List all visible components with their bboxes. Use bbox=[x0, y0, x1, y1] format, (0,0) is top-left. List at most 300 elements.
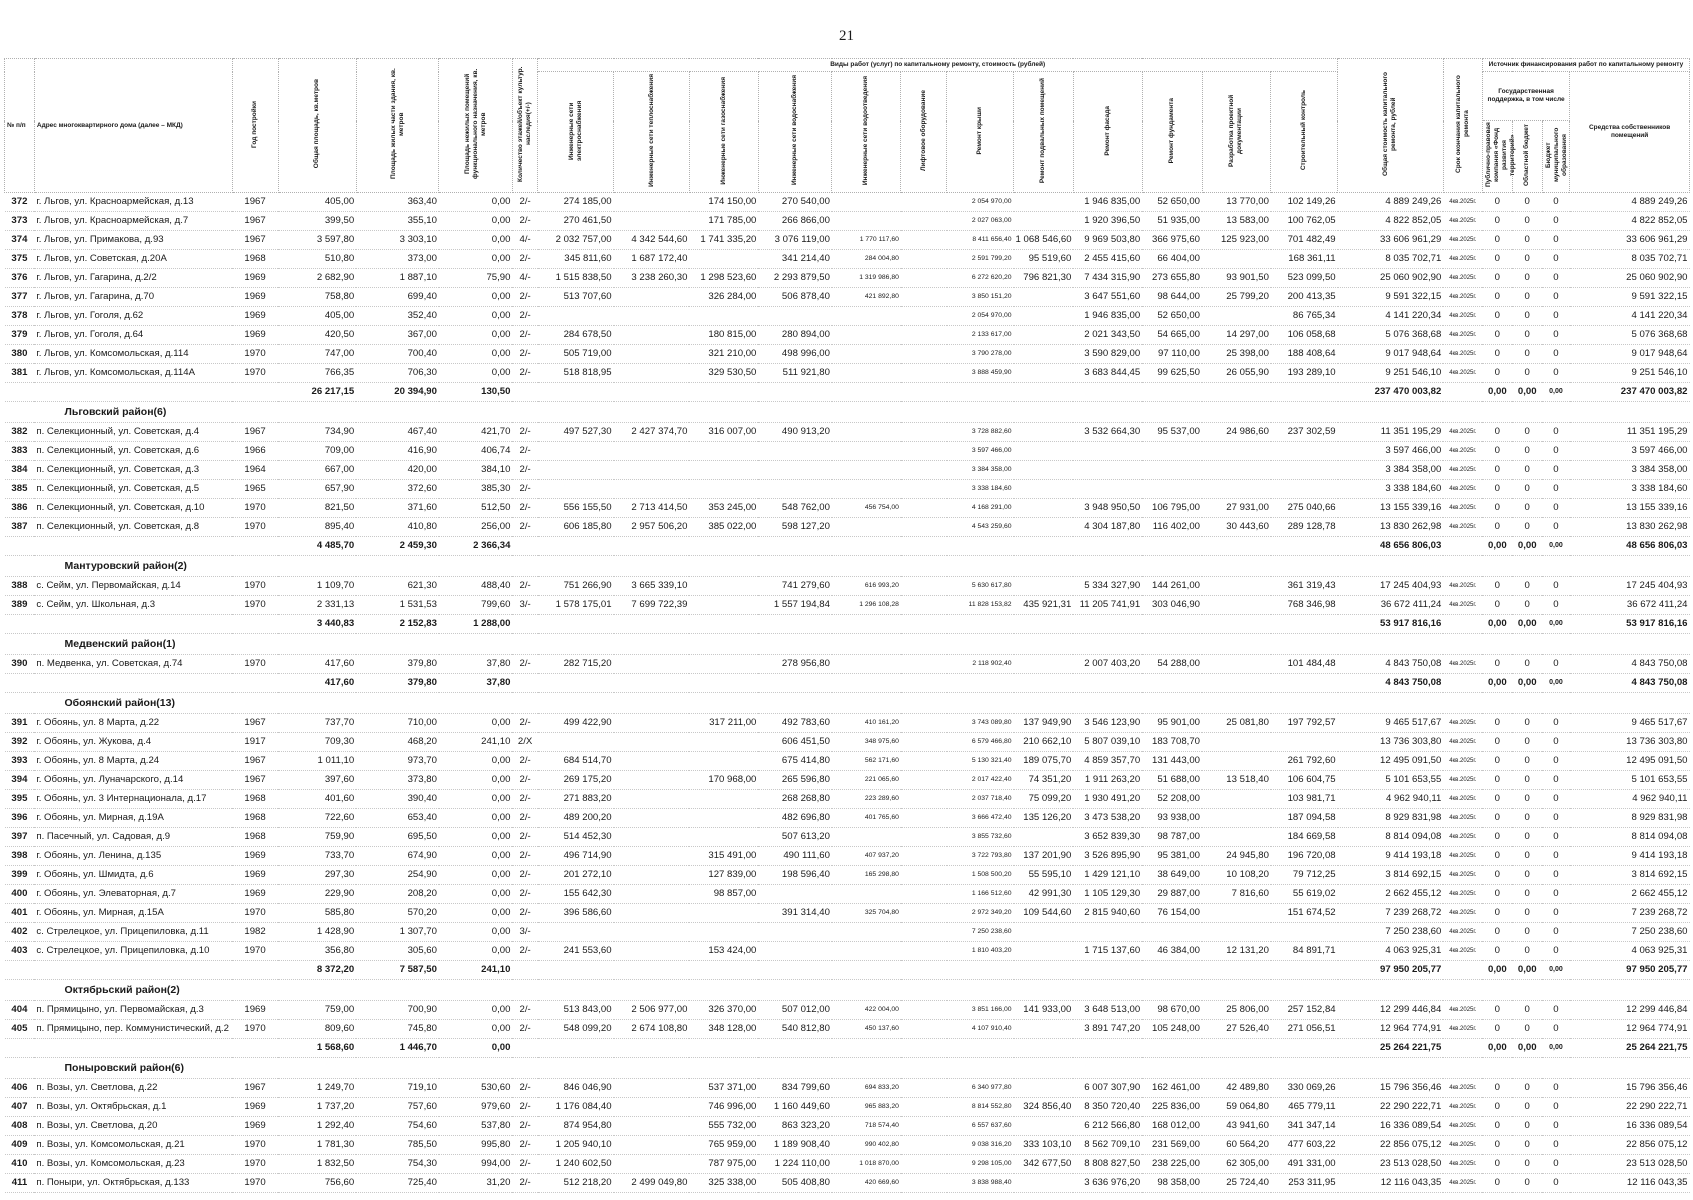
row-foundation-cost: 38 649,00 bbox=[1142, 866, 1202, 885]
row-lift-cost bbox=[901, 577, 947, 596]
row-municipal: 0 bbox=[1542, 480, 1570, 499]
row-fund: 0 bbox=[1482, 1136, 1512, 1155]
row-foundation-cost: 51 688,00 bbox=[1142, 771, 1202, 790]
row-deadline: 4кв.2025г. bbox=[1443, 885, 1482, 904]
row-sewer-cost: 562 171,60 bbox=[832, 752, 901, 771]
row-municipal: 0 bbox=[1542, 596, 1570, 615]
row-total-cost: 36 672 411,24 bbox=[1338, 596, 1444, 615]
row-heat-cost bbox=[614, 790, 690, 809]
row-address: г. Обоянь, ул. 3 Интернационала, д.17 bbox=[34, 790, 232, 809]
row-control-cost: 361 319,43 bbox=[1271, 577, 1338, 596]
row-nonres-area: 385,30 bbox=[439, 480, 513, 499]
subtotal-regional: 0,00 bbox=[1512, 537, 1542, 556]
row-lift-cost bbox=[901, 1174, 947, 1193]
row-floors: 2/- bbox=[512, 942, 537, 961]
row-design-cost bbox=[1202, 480, 1271, 499]
row-nonres-area: 512,50 bbox=[439, 499, 513, 518]
row-heat-cost bbox=[614, 809, 690, 828]
row-foundation-cost: 66 404,00 bbox=[1142, 250, 1202, 269]
empty-cell bbox=[5, 615, 35, 634]
row-year: 1969 bbox=[232, 326, 278, 345]
row-fund: 0 bbox=[1482, 790, 1512, 809]
subtotal-fund: 0,00 bbox=[1482, 537, 1512, 556]
row-water-cost bbox=[758, 461, 832, 480]
table-row bbox=[5, 1155, 1690, 1174]
subtotal-living-area: 20 394,90 bbox=[356, 383, 439, 402]
row-nonres-area: 995,80 bbox=[439, 1136, 513, 1155]
row-water-cost: 492 783,60 bbox=[758, 714, 832, 733]
row-basement-cost bbox=[1014, 193, 1074, 212]
row-total-cost: 12 495 091,50 bbox=[1338, 752, 1444, 771]
row-total-cost: 17 245 404,93 bbox=[1338, 577, 1444, 596]
row-number: 406 bbox=[5, 1079, 35, 1098]
empty-cell bbox=[512, 537, 537, 556]
row-living-area: 973,70 bbox=[356, 752, 439, 771]
row-water-cost: 1 557 194,84 bbox=[758, 596, 832, 615]
empty-cell bbox=[1073, 961, 1142, 980]
row-owners: 8 929 831,98 bbox=[1570, 809, 1690, 828]
row-floors: 3/- bbox=[512, 923, 537, 942]
row-water-cost: 490 913,20 bbox=[758, 423, 832, 442]
empty-cell bbox=[1202, 537, 1271, 556]
row-roof-cost: 2 133 617,00 bbox=[947, 326, 1014, 345]
row-lift-cost bbox=[901, 1155, 947, 1174]
subtotal-nonres-area: 130,50 bbox=[439, 383, 513, 402]
row-owners: 9 017 948,64 bbox=[1570, 345, 1690, 364]
row-owners: 12 495 091,50 bbox=[1570, 752, 1690, 771]
row-facade-cost: 3 683 844,45 bbox=[1073, 364, 1142, 383]
row-fund: 0 bbox=[1482, 733, 1512, 752]
row-foundation-cost: 76 154,00 bbox=[1142, 904, 1202, 923]
row-nonres-area: 0,00 bbox=[439, 923, 513, 942]
row-deadline: 4кв.2025г. bbox=[1443, 596, 1482, 615]
row-number: 376 bbox=[5, 269, 35, 288]
table-row bbox=[5, 1117, 1690, 1136]
row-gas-cost: 1 741 335,20 bbox=[689, 231, 758, 250]
row-address: г. Обоянь, ул. Ленина, д.135 bbox=[34, 847, 232, 866]
row-lift-cost bbox=[901, 596, 947, 615]
row-floors: 2/- bbox=[512, 1174, 537, 1193]
row-gas-cost: 174 150,00 bbox=[689, 193, 758, 212]
row-gas-cost: 353 245,00 bbox=[689, 499, 758, 518]
row-heat-cost: 2 506 977,00 bbox=[614, 1001, 690, 1020]
empty-cell bbox=[538, 615, 614, 634]
row-floors: 2/- bbox=[512, 326, 537, 345]
row-lift-cost bbox=[901, 904, 947, 923]
row-facade-cost: 3 546 123,90 bbox=[1073, 714, 1142, 733]
row-sewer-cost: 456 754,00 bbox=[832, 499, 901, 518]
row-foundation-cost: 273 655,80 bbox=[1142, 269, 1202, 288]
table-row bbox=[5, 326, 1690, 345]
empty-cell bbox=[901, 615, 947, 634]
row-lift-cost bbox=[901, 307, 947, 326]
table-row bbox=[5, 752, 1690, 771]
table-row bbox=[5, 577, 1690, 596]
row-nonres-area: 0,00 bbox=[439, 193, 513, 212]
row-floors: 2/- bbox=[512, 364, 537, 383]
row-control-cost bbox=[1271, 461, 1338, 480]
subtotal-owners: 4 843 750,08 bbox=[1570, 674, 1690, 693]
row-regional: 0 bbox=[1512, 288, 1542, 307]
row-elec-cost: 505 719,00 bbox=[538, 345, 614, 364]
row-nonres-area: 0,00 bbox=[439, 771, 513, 790]
row-number: 372 bbox=[5, 193, 35, 212]
row-owners: 4 141 220,34 bbox=[1570, 307, 1690, 326]
row-elec-cost bbox=[538, 923, 614, 942]
row-floors: 2/- bbox=[512, 307, 537, 326]
subtotal-municipal: 0,00 bbox=[1542, 537, 1570, 556]
row-basement-cost bbox=[1014, 828, 1074, 847]
row-total-area: 417,60 bbox=[278, 655, 356, 674]
row-control-cost: 491 331,00 bbox=[1271, 1155, 1338, 1174]
row-elec-cost: 751 266,90 bbox=[538, 577, 614, 596]
row-living-area: 674,90 bbox=[356, 847, 439, 866]
table-row bbox=[5, 250, 1690, 269]
table-row bbox=[5, 269, 1690, 288]
row-basement-cost: 141 933,00 bbox=[1014, 1001, 1074, 1020]
empty-cell bbox=[538, 1039, 614, 1058]
row-nonres-area: 0,00 bbox=[439, 364, 513, 383]
row-municipal: 0 bbox=[1542, 809, 1570, 828]
subtotal-fund: 0,00 bbox=[1482, 961, 1512, 980]
row-gas-cost: 153 424,00 bbox=[689, 942, 758, 961]
row-year: 1967 bbox=[232, 714, 278, 733]
row-owners: 9 251 546,10 bbox=[1570, 364, 1690, 383]
row-facade-cost: 1 429 121,10 bbox=[1073, 866, 1142, 885]
row-facade-cost: 3 648 513,00 bbox=[1073, 1001, 1142, 1020]
row-heat-cost bbox=[614, 307, 690, 326]
row-address: г. Льгов, ул. Примакова, д.93 bbox=[34, 231, 232, 250]
row-foundation-cost bbox=[1142, 923, 1202, 942]
row-elec-cost bbox=[538, 480, 614, 499]
row-municipal: 0 bbox=[1542, 1098, 1570, 1117]
row-basement-cost: 137 949,90 bbox=[1014, 714, 1074, 733]
row-heat-cost bbox=[614, 866, 690, 885]
row-address: с. Сейм, ул. Школьная, д.3 bbox=[34, 596, 232, 615]
row-water-cost: 341 214,40 bbox=[758, 250, 832, 269]
row-regional: 0 bbox=[1512, 866, 1542, 885]
row-total-cost: 25 060 902,90 bbox=[1338, 269, 1444, 288]
row-elec-cost: 684 514,70 bbox=[538, 752, 614, 771]
row-fund: 0 bbox=[1482, 655, 1512, 674]
empty-cell bbox=[538, 537, 614, 556]
row-control-cost: 465 779,11 bbox=[1271, 1098, 1338, 1117]
row-foundation-cost: 52 650,00 bbox=[1142, 307, 1202, 326]
row-municipal: 0 bbox=[1542, 1079, 1570, 1098]
empty-cell bbox=[1142, 537, 1202, 556]
row-elec-cost: 513 843,00 bbox=[538, 1001, 614, 1020]
header-works-group: Виды работ (услуг) по капитальному ремонту, стоимость (рублей) bbox=[538, 59, 1338, 72]
empty-cell bbox=[901, 1039, 947, 1058]
row-gas-cost: 98 857,00 bbox=[689, 885, 758, 904]
row-facade-cost: 5 807 039,10 bbox=[1073, 733, 1142, 752]
empty-cell bbox=[34, 674, 232, 693]
row-lift-cost bbox=[901, 212, 947, 231]
row-heat-cost bbox=[614, 1079, 690, 1098]
row-gas-cost bbox=[689, 480, 758, 499]
row-deadline: 4кв.2025г. bbox=[1443, 790, 1482, 809]
subtotal-total-area: 4 485,70 bbox=[278, 537, 356, 556]
row-regional: 0 bbox=[1512, 904, 1542, 923]
row-lift-cost bbox=[901, 771, 947, 790]
row-control-cost: 106 058,68 bbox=[1271, 326, 1338, 345]
subtotal-owners: 97 950 205,77 bbox=[1570, 961, 1690, 980]
table-row bbox=[5, 364, 1690, 383]
row-regional: 0 bbox=[1512, 655, 1542, 674]
row-basement-cost bbox=[1014, 518, 1074, 537]
row-gas-cost bbox=[689, 790, 758, 809]
empty-cell bbox=[758, 1039, 832, 1058]
table-row bbox=[5, 1136, 1690, 1155]
row-owners: 22 290 222,71 bbox=[1570, 1098, 1690, 1117]
empty-cell bbox=[901, 961, 947, 980]
row-gas-cost: 317 211,00 bbox=[689, 714, 758, 733]
row-water-cost: 1 160 449,60 bbox=[758, 1098, 832, 1117]
subtotal-nonres-area: 2 366,34 bbox=[439, 537, 513, 556]
row-basement-cost bbox=[1014, 1174, 1074, 1193]
row-basement-cost bbox=[1014, 461, 1074, 480]
empty-cell bbox=[1014, 383, 1074, 402]
row-regional: 0 bbox=[1512, 1155, 1542, 1174]
empty-cell bbox=[232, 537, 278, 556]
subtotal-municipal: 0,00 bbox=[1542, 615, 1570, 634]
row-total-cost: 15 796 356,46 bbox=[1338, 1079, 1444, 1098]
empty-cell bbox=[1443, 1039, 1482, 1058]
row-basement-cost bbox=[1014, 364, 1074, 383]
row-roof-cost: 3 722 793,80 bbox=[947, 847, 1014, 866]
subtotal-regional: 0,00 bbox=[1512, 961, 1542, 980]
row-number: 380 bbox=[5, 345, 35, 364]
row-basement-cost: 135 126,20 bbox=[1014, 809, 1074, 828]
row-water-cost: 606 451,50 bbox=[758, 733, 832, 752]
row-gas-cost bbox=[689, 828, 758, 847]
row-total-cost: 9 017 948,64 bbox=[1338, 345, 1444, 364]
row-roof-cost: 3 790 278,00 bbox=[947, 345, 1014, 364]
row-total-cost: 22 290 222,71 bbox=[1338, 1098, 1444, 1117]
row-elec-cost: 1 240 602,50 bbox=[538, 1155, 614, 1174]
row-municipal: 0 bbox=[1542, 269, 1570, 288]
row-heat-cost bbox=[614, 288, 690, 307]
row-year: 1965 bbox=[232, 480, 278, 499]
row-facade-cost: 6 212 566,80 bbox=[1073, 1117, 1142, 1136]
row-regional: 0 bbox=[1512, 923, 1542, 942]
row-roof-cost: 1 166 512,60 bbox=[947, 885, 1014, 904]
empty-cell bbox=[5, 383, 35, 402]
row-total-area: 2 331,13 bbox=[278, 596, 356, 615]
empty-cell bbox=[232, 961, 278, 980]
row-deadline: 4кв.2025г. bbox=[1443, 423, 1482, 442]
row-floors: 2/- bbox=[512, 1117, 537, 1136]
row-year: 1966 bbox=[232, 442, 278, 461]
row-year: 1970 bbox=[232, 518, 278, 537]
row-control-cost: 237 302,59 bbox=[1271, 423, 1338, 442]
table-row bbox=[5, 771, 1690, 790]
row-foundation-cost: 99 625,50 bbox=[1142, 364, 1202, 383]
row-regional: 0 bbox=[1512, 345, 1542, 364]
row-facade-cost: 9 969 503,80 bbox=[1073, 231, 1142, 250]
row-heat-cost bbox=[614, 480, 690, 499]
table-row bbox=[5, 193, 1690, 212]
row-heat-cost bbox=[614, 326, 690, 345]
row-water-cost bbox=[758, 923, 832, 942]
row-address: г. Льгов, ул. Гоголя, д.62 bbox=[34, 307, 232, 326]
row-elec-cost: 270 461,50 bbox=[538, 212, 614, 231]
row-roof-cost: 3 743 089,80 bbox=[947, 714, 1014, 733]
row-year: 1968 bbox=[232, 828, 278, 847]
row-design-cost bbox=[1202, 828, 1271, 847]
row-regional: 0 bbox=[1512, 714, 1542, 733]
row-elec-cost bbox=[538, 442, 614, 461]
row-sewer-cost bbox=[832, 655, 901, 674]
row-owners: 33 606 961,29 bbox=[1570, 231, 1690, 250]
row-total-cost: 4 063 925,31 bbox=[1338, 942, 1444, 961]
row-regional: 0 bbox=[1512, 828, 1542, 847]
subtotal-total-cost: 237 470 003,82 bbox=[1338, 383, 1444, 402]
row-owners: 13 830 262,98 bbox=[1570, 518, 1690, 537]
subtotal-regional: 0,00 bbox=[1512, 615, 1542, 634]
row-design-cost: 25 724,40 bbox=[1202, 1174, 1271, 1193]
row-heat-cost: 2 957 506,20 bbox=[614, 518, 690, 537]
row-foundation-cost bbox=[1142, 461, 1202, 480]
row-total-cost: 3 597 466,00 bbox=[1338, 442, 1444, 461]
district-title: Поныровский район(6) bbox=[5, 1058, 1690, 1079]
row-design-cost: 13 583,00 bbox=[1202, 212, 1271, 231]
row-total-cost: 16 336 089,54 bbox=[1338, 1117, 1444, 1136]
row-regional: 0 bbox=[1512, 250, 1542, 269]
row-elec-cost: 282 715,20 bbox=[538, 655, 614, 674]
row-deadline: 4кв.2025г. bbox=[1443, 1136, 1482, 1155]
table-row bbox=[5, 345, 1690, 364]
empty-cell bbox=[832, 674, 901, 693]
row-design-cost: 10 108,20 bbox=[1202, 866, 1271, 885]
row-total-cost: 4 962 940,11 bbox=[1338, 790, 1444, 809]
row-gas-cost bbox=[689, 655, 758, 674]
row-water-cost: 548 762,00 bbox=[758, 499, 832, 518]
row-facade-cost: 3 532 664,30 bbox=[1073, 423, 1142, 442]
row-elec-cost: 606 185,80 bbox=[538, 518, 614, 537]
row-total-cost: 13 830 262,98 bbox=[1338, 518, 1444, 537]
row-fund: 0 bbox=[1482, 923, 1512, 942]
row-municipal: 0 bbox=[1542, 790, 1570, 809]
row-floors: 2/- bbox=[512, 714, 537, 733]
row-total-cost: 7 250 238,60 bbox=[1338, 923, 1444, 942]
row-foundation-cost: 303 046,90 bbox=[1142, 596, 1202, 615]
row-roof-cost: 4 107 910,40 bbox=[947, 1020, 1014, 1039]
row-living-area: 467,40 bbox=[356, 423, 439, 442]
header-floors: Количество этажей/объект культур. наследия(+/-) bbox=[517, 66, 533, 182]
row-water-cost: 3 076 119,00 bbox=[758, 231, 832, 250]
row-address: п. Прямицыно, пер. Коммунистический, д.2 bbox=[34, 1020, 232, 1039]
row-owners: 2 662 455,12 bbox=[1570, 885, 1690, 904]
row-facade-cost: 1 911 263,20 bbox=[1073, 771, 1142, 790]
row-fund: 0 bbox=[1482, 518, 1512, 537]
row-heat-cost bbox=[614, 345, 690, 364]
district-title: Мантуровский район(2) bbox=[5, 556, 1690, 577]
row-living-area: 785,50 bbox=[356, 1136, 439, 1155]
row-deadline: 4кв.2025г. bbox=[1443, 231, 1482, 250]
empty-cell bbox=[1014, 537, 1074, 556]
empty-cell bbox=[34, 1039, 232, 1058]
row-fund: 0 bbox=[1482, 771, 1512, 790]
row-heat-cost bbox=[614, 1098, 690, 1117]
row-living-area: 305,60 bbox=[356, 942, 439, 961]
row-year: 1970 bbox=[232, 1020, 278, 1039]
empty-cell bbox=[1073, 383, 1142, 402]
row-control-cost: 200 413,35 bbox=[1271, 288, 1338, 307]
row-facade-cost: 1 105 129,30 bbox=[1073, 885, 1142, 904]
row-design-cost: 7 816,60 bbox=[1202, 885, 1271, 904]
row-fund: 0 bbox=[1482, 847, 1512, 866]
row-year: 1968 bbox=[232, 790, 278, 809]
row-lift-cost bbox=[901, 1020, 947, 1039]
row-sewer-cost: 223 289,60 bbox=[832, 790, 901, 809]
row-total-cost: 3 384 358,00 bbox=[1338, 461, 1444, 480]
row-gas-cost: 326 284,00 bbox=[689, 288, 758, 307]
row-living-area: 757,60 bbox=[356, 1098, 439, 1117]
row-sewer-cost: 348 975,60 bbox=[832, 733, 901, 752]
row-elec-cost: 1 205 940,10 bbox=[538, 1136, 614, 1155]
row-lift-cost bbox=[901, 231, 947, 250]
row-sewer-cost bbox=[832, 942, 901, 961]
row-deadline: 4кв.2025г. bbox=[1443, 269, 1482, 288]
row-number: 388 bbox=[5, 577, 35, 596]
row-owners: 5 076 368,68 bbox=[1570, 326, 1690, 345]
row-address: г. Льгов, ул. Красноармейская, д.13 bbox=[34, 193, 232, 212]
subtotal-nonres-area: 37,80 bbox=[439, 674, 513, 693]
row-design-cost bbox=[1202, 461, 1271, 480]
table-row bbox=[5, 518, 1690, 537]
row-design-cost: 24 945,80 bbox=[1202, 847, 1271, 866]
row-heat-cost bbox=[614, 442, 690, 461]
row-number: 391 bbox=[5, 714, 35, 733]
row-roof-cost: 7 250 238,60 bbox=[947, 923, 1014, 942]
row-sewer-cost: 965 883,20 bbox=[832, 1098, 901, 1117]
row-gas-cost bbox=[689, 250, 758, 269]
row-sewer-cost: 421 892,80 bbox=[832, 288, 901, 307]
table-row bbox=[5, 828, 1690, 847]
row-facade-cost: 2 021 343,50 bbox=[1073, 326, 1142, 345]
row-facade-cost: 1 920 396,50 bbox=[1073, 212, 1142, 231]
row-address: п. Поныри, ул. Октябрьская, д.133 bbox=[34, 1174, 232, 1193]
row-roof-cost: 5 130 321,40 bbox=[947, 752, 1014, 771]
table-header bbox=[5, 59, 1690, 193]
row-total-area: 766,35 bbox=[278, 364, 356, 383]
row-gas-cost: 329 530,50 bbox=[689, 364, 758, 383]
row-facade-cost: 11 205 741,91 bbox=[1073, 596, 1142, 615]
row-total-cost: 33 606 961,29 bbox=[1338, 231, 1444, 250]
row-nonres-area: 0,00 bbox=[439, 904, 513, 923]
row-regional: 0 bbox=[1512, 942, 1542, 961]
row-living-area: 745,80 bbox=[356, 1020, 439, 1039]
empty-cell bbox=[5, 961, 35, 980]
empty-cell bbox=[1443, 674, 1482, 693]
row-floors: 2/- bbox=[512, 752, 537, 771]
row-total-area: 405,00 bbox=[278, 193, 356, 212]
row-lift-cost bbox=[901, 364, 947, 383]
empty-cell bbox=[1142, 674, 1202, 693]
row-fund: 0 bbox=[1482, 904, 1512, 923]
row-total-area: 2 682,90 bbox=[278, 269, 356, 288]
empty-cell bbox=[1271, 615, 1338, 634]
empty-cell bbox=[614, 674, 690, 693]
row-control-cost: 100 762,05 bbox=[1271, 212, 1338, 231]
row-roof-cost: 2 591 799,20 bbox=[947, 250, 1014, 269]
row-fund: 0 bbox=[1482, 752, 1512, 771]
row-floors: 4/- bbox=[512, 231, 537, 250]
empty-cell bbox=[232, 674, 278, 693]
empty-cell bbox=[5, 674, 35, 693]
row-foundation-cost: 97 110,00 bbox=[1142, 345, 1202, 364]
